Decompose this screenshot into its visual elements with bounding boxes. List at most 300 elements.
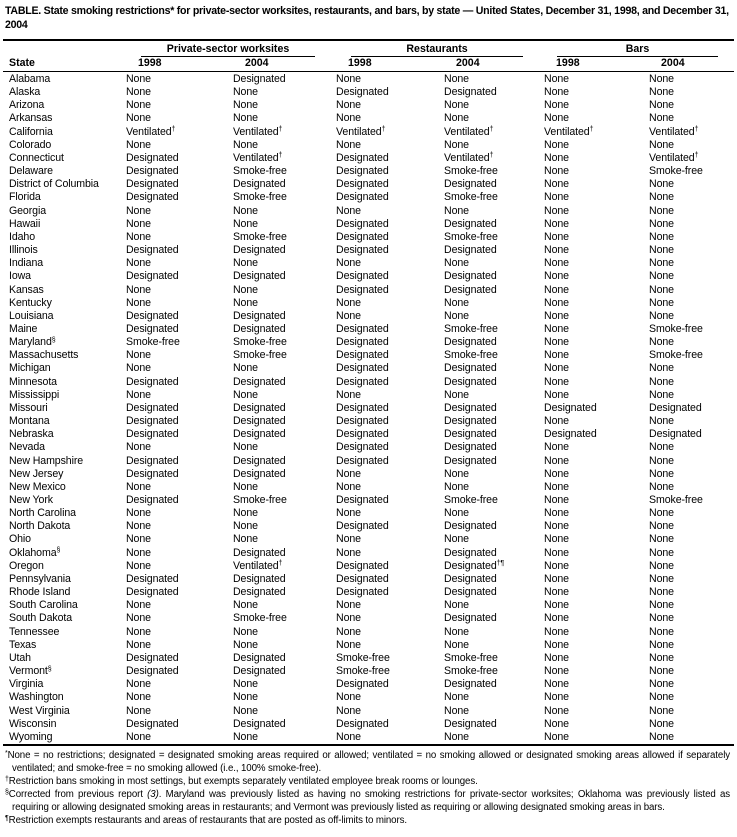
value-cell: None bbox=[544, 230, 569, 243]
value-cell: None bbox=[649, 730, 674, 743]
value-cell: Designated bbox=[444, 586, 497, 599]
value-cell: Designated bbox=[233, 415, 286, 428]
value-cell: Designated bbox=[233, 717, 286, 730]
state-cell: Delaware bbox=[9, 165, 53, 178]
value-cell: None bbox=[444, 507, 469, 520]
value-cell: None bbox=[126, 230, 151, 243]
state-cell: West Virginia bbox=[9, 704, 70, 717]
value-cell: None bbox=[649, 651, 674, 664]
value-cell: None bbox=[126, 559, 151, 572]
state-cell: Indiana bbox=[9, 257, 44, 270]
value-cell: None bbox=[444, 480, 469, 493]
state-cell: Pennsylvania bbox=[9, 572, 71, 585]
group-header-bars-label: Bars bbox=[557, 43, 717, 57]
state-cell: New York bbox=[9, 494, 53, 506]
value-cell: Smoke-free bbox=[233, 336, 287, 349]
value-cell: None bbox=[649, 665, 674, 678]
table-row bbox=[3, 244, 734, 257]
value-cell: None bbox=[233, 257, 258, 270]
value-cell: Smoke-free bbox=[336, 665, 390, 678]
state-cell: Missouri bbox=[9, 401, 48, 414]
value-cell: None bbox=[336, 507, 361, 520]
value-cell: Ventilated† bbox=[233, 151, 283, 164]
table-row bbox=[3, 165, 734, 178]
footnotes bbox=[3, 750, 734, 827]
value-cell: None bbox=[649, 86, 674, 99]
value-cell: None bbox=[444, 296, 469, 309]
state-cell: Illinois bbox=[9, 244, 38, 257]
value-cell: Ventilated† bbox=[444, 151, 494, 164]
group-header-private-worksites-label: Private-sector worksites bbox=[141, 43, 315, 57]
state-cell: Maine bbox=[9, 322, 38, 335]
state-cell: Oklahoma§ bbox=[9, 546, 61, 559]
value-cell: None bbox=[544, 99, 569, 112]
value-cell: None bbox=[649, 388, 674, 401]
value-cell: Smoke-free bbox=[444, 165, 498, 178]
value-cell: Designated bbox=[444, 717, 497, 730]
table-row bbox=[3, 718, 734, 731]
value-cell: Smoke-free bbox=[444, 494, 498, 506]
state-cell: Virginia bbox=[9, 678, 44, 691]
value-cell: None bbox=[444, 204, 469, 217]
table-row bbox=[3, 665, 734, 678]
value-cell: Smoke-free bbox=[233, 230, 287, 243]
value-cell: None bbox=[233, 296, 258, 309]
value-cell: None bbox=[649, 73, 674, 85]
value-cell: None bbox=[126, 138, 151, 151]
state-cell: Montana bbox=[9, 415, 50, 428]
state-cell: Minnesota bbox=[9, 375, 57, 388]
value-cell: None bbox=[649, 678, 674, 691]
value-cell: None bbox=[649, 257, 674, 270]
value-cell: None bbox=[336, 704, 361, 717]
value-cell: None bbox=[544, 375, 569, 388]
table-row bbox=[3, 415, 734, 428]
value-cell: Smoke-free bbox=[649, 494, 703, 506]
value-cell: None bbox=[233, 138, 258, 151]
value-cell: None bbox=[649, 99, 674, 112]
value-cell: None bbox=[126, 99, 151, 112]
state-cell: Arkansas bbox=[9, 112, 53, 125]
value-cell: None bbox=[336, 309, 361, 322]
value-cell: None bbox=[126, 441, 151, 454]
value-cell: None bbox=[233, 388, 258, 401]
group-header-row bbox=[3, 40, 734, 57]
value-cell: Designated bbox=[336, 586, 389, 599]
value-cell: None bbox=[233, 533, 258, 546]
value-cell: None bbox=[126, 86, 151, 99]
value-cell: Designated bbox=[233, 428, 286, 441]
state-cell: Oregon bbox=[9, 559, 44, 572]
value-cell: None bbox=[544, 507, 569, 520]
value-cell: Designated bbox=[233, 322, 286, 335]
value-cell: Designated bbox=[544, 401, 597, 414]
value-cell: None bbox=[233, 678, 258, 691]
value-cell: Designated bbox=[336, 559, 389, 572]
value-cell: Designated bbox=[233, 467, 286, 480]
state-cell: Tennessee bbox=[9, 625, 60, 638]
value-cell: Designated bbox=[126, 322, 179, 335]
value-cell: None bbox=[544, 112, 569, 125]
value-cell: Designated bbox=[336, 441, 389, 454]
value-cell: None bbox=[544, 138, 569, 151]
value-cell: None bbox=[126, 283, 151, 296]
value-cell: Designated bbox=[233, 586, 286, 599]
value-cell: None bbox=[336, 138, 361, 151]
value-cell: None bbox=[649, 704, 674, 717]
value-cell: Designated bbox=[336, 322, 389, 335]
value-cell: None bbox=[233, 730, 258, 743]
state-cell: Rhode Island bbox=[9, 586, 71, 599]
value-cell: None bbox=[544, 165, 569, 178]
value-cell: Designated bbox=[126, 494, 179, 506]
value-cell: None bbox=[336, 112, 361, 125]
value-cell: None bbox=[444, 599, 469, 612]
state-cell: South Carolina bbox=[9, 599, 78, 612]
table-row bbox=[3, 72, 734, 87]
table-row bbox=[3, 639, 734, 652]
column-header-private-1998: 1998 bbox=[123, 57, 230, 72]
value-cell: None bbox=[444, 691, 469, 704]
value-cell: None bbox=[649, 244, 674, 257]
table-row bbox=[3, 218, 734, 231]
state-cell: Connecticut bbox=[9, 151, 64, 164]
value-cell: Designated bbox=[649, 428, 702, 441]
value-cell: None bbox=[544, 665, 569, 678]
value-cell: None bbox=[336, 638, 361, 651]
state-cell: Arizona bbox=[9, 99, 45, 112]
value-cell: None bbox=[233, 283, 258, 296]
value-cell: None bbox=[444, 309, 469, 322]
value-cell: None bbox=[544, 546, 569, 559]
value-cell: Designated bbox=[336, 454, 389, 467]
value-cell: Designated bbox=[126, 178, 179, 191]
value-cell: None bbox=[336, 204, 361, 217]
group-header-spacer bbox=[3, 40, 123, 57]
value-cell: None bbox=[336, 257, 361, 270]
value-cell: Designated bbox=[336, 151, 389, 164]
table-row bbox=[3, 99, 734, 112]
value-cell: None bbox=[126, 349, 151, 362]
value-cell: Smoke-free bbox=[444, 349, 498, 362]
value-cell: Smoke-free bbox=[649, 322, 703, 335]
value-cell: None bbox=[336, 691, 361, 704]
table-header bbox=[3, 40, 734, 72]
value-cell: Designated bbox=[126, 191, 179, 204]
table-row bbox=[3, 507, 734, 520]
value-cell: Designated bbox=[444, 375, 497, 388]
value-cell: None bbox=[544, 191, 569, 204]
value-cell: None bbox=[544, 388, 569, 401]
value-cell: Smoke-free bbox=[233, 349, 287, 362]
table-row bbox=[3, 191, 734, 204]
state-cell: Washington bbox=[9, 691, 64, 704]
state-cell: Idaho bbox=[9, 230, 36, 243]
value-cell: None bbox=[544, 717, 569, 730]
value-cell: None bbox=[544, 638, 569, 651]
value-cell: Designated bbox=[126, 651, 179, 664]
value-cell: Designated bbox=[336, 244, 389, 257]
table-row bbox=[3, 652, 734, 665]
value-cell: Designated bbox=[126, 467, 179, 480]
value-cell: None bbox=[649, 454, 674, 467]
value-cell: None bbox=[544, 520, 569, 533]
value-cell: Designated bbox=[444, 178, 497, 191]
value-cell: None bbox=[233, 691, 258, 704]
value-cell: Designated bbox=[336, 678, 389, 691]
value-cell: Designated bbox=[126, 375, 179, 388]
group-header-restaurants-label: Restaurants bbox=[351, 43, 524, 57]
value-cell: Smoke-free bbox=[444, 665, 498, 678]
table-row bbox=[3, 362, 734, 375]
state-cell: Texas bbox=[9, 638, 37, 651]
footnote-marker: ¶ bbox=[5, 814, 9, 822]
table-title: TABLE. State smoking restrictions* for private-sector worksites, restaurants, and bars, by state — United States, December 31, 1998, and December 31, 2004 bbox=[5, 5, 729, 31]
value-cell: Smoke-free bbox=[444, 651, 498, 664]
value-cell: None bbox=[126, 296, 151, 309]
state-cell: North Carolina bbox=[9, 507, 76, 520]
value-cell: None bbox=[649, 230, 674, 243]
value-cell: Designated bbox=[444, 441, 497, 454]
value-cell: None bbox=[126, 612, 151, 625]
value-cell: Designated bbox=[233, 546, 286, 559]
value-cell: None bbox=[444, 467, 469, 480]
state-cell: Ohio bbox=[9, 533, 31, 546]
table-row bbox=[3, 152, 734, 165]
value-cell: Designated bbox=[233, 375, 286, 388]
value-cell: None bbox=[444, 730, 469, 743]
state-cell: South Dakota bbox=[9, 612, 72, 625]
value-cell: Designated†¶ bbox=[444, 559, 505, 572]
value-cell: None bbox=[336, 480, 361, 493]
table-row bbox=[3, 231, 734, 244]
value-cell: Ventilated† bbox=[336, 125, 386, 138]
value-cell: Designated bbox=[233, 309, 286, 322]
value-cell: None bbox=[544, 625, 569, 638]
table-row bbox=[3, 257, 734, 270]
value-cell: Designated bbox=[233, 178, 286, 191]
table-row bbox=[3, 691, 734, 704]
value-cell: Ventilated† bbox=[544, 125, 594, 138]
value-cell: Designated bbox=[336, 230, 389, 243]
value-cell: None bbox=[649, 178, 674, 191]
value-cell: None bbox=[233, 112, 258, 125]
group-header-restaurants bbox=[333, 40, 541, 57]
value-cell: Designated bbox=[649, 401, 702, 414]
value-cell: Designated bbox=[444, 86, 497, 99]
value-cell: Smoke-free bbox=[336, 651, 390, 664]
value-cell: None bbox=[126, 546, 151, 559]
value-cell: None bbox=[544, 151, 569, 164]
value-cell: Designated bbox=[444, 572, 497, 585]
column-header-restaurants-1998: 1998 bbox=[333, 57, 441, 72]
value-cell: None bbox=[649, 270, 674, 283]
value-cell: Designated bbox=[336, 428, 389, 441]
value-cell: Designated bbox=[444, 401, 497, 414]
state-cell: Hawaii bbox=[9, 217, 41, 230]
value-cell: Designated bbox=[544, 428, 597, 441]
value-cell: None bbox=[649, 717, 674, 730]
state-cell: Alaska bbox=[9, 86, 41, 99]
value-cell: Designated bbox=[336, 415, 389, 428]
state-cell: Mississippi bbox=[9, 388, 60, 401]
value-cell: Designated bbox=[444, 546, 497, 559]
state-cell: Nebraska bbox=[9, 428, 54, 441]
value-cell: None bbox=[444, 112, 469, 125]
value-cell: Ventilated† bbox=[233, 559, 283, 572]
value-cell: Designated bbox=[444, 217, 497, 230]
value-cell: None bbox=[649, 638, 674, 651]
value-cell: Designated bbox=[444, 454, 497, 467]
value-cell: None bbox=[544, 533, 569, 546]
state-cell: Michigan bbox=[9, 362, 51, 375]
table-row bbox=[3, 455, 734, 468]
table-row bbox=[3, 586, 734, 599]
table-row bbox=[3, 349, 734, 362]
table-row bbox=[3, 126, 734, 139]
state-cell: New Jersey bbox=[9, 467, 64, 480]
value-cell: None bbox=[544, 283, 569, 296]
value-cell: None bbox=[544, 270, 569, 283]
value-cell: None bbox=[649, 375, 674, 388]
value-cell: None bbox=[126, 730, 151, 743]
value-cell: Ventilated† bbox=[444, 125, 494, 138]
value-cell: None bbox=[649, 586, 674, 599]
value-cell: Designated bbox=[336, 362, 389, 375]
value-cell: None bbox=[544, 704, 569, 717]
value-cell: None bbox=[126, 625, 151, 638]
table-row bbox=[3, 205, 734, 218]
value-cell: None bbox=[444, 138, 469, 151]
year-header-row bbox=[3, 57, 734, 72]
table-row bbox=[3, 705, 734, 718]
value-cell: Designated bbox=[126, 415, 179, 428]
column-header-private-2004: 2004 bbox=[230, 57, 333, 72]
value-cell: Designated bbox=[126, 309, 179, 322]
value-cell: Designated bbox=[336, 349, 389, 362]
table-body bbox=[3, 72, 734, 745]
value-cell: Designated bbox=[444, 678, 497, 691]
value-cell: None bbox=[544, 494, 569, 506]
value-cell: Designated bbox=[233, 401, 286, 414]
table-row bbox=[3, 612, 734, 625]
value-cell: Designated bbox=[444, 612, 497, 625]
column-header-state: State bbox=[3, 57, 123, 72]
value-cell: None bbox=[233, 362, 258, 375]
table-row bbox=[3, 560, 734, 573]
footnote-marker: * bbox=[5, 749, 8, 757]
value-cell: Designated bbox=[126, 454, 179, 467]
value-cell: None bbox=[126, 112, 151, 125]
value-cell: Designated bbox=[444, 283, 497, 296]
group-header-bars bbox=[541, 40, 734, 57]
value-cell: Designated bbox=[126, 586, 179, 599]
value-cell: Designated bbox=[126, 401, 179, 414]
value-cell: Ventilated† bbox=[649, 151, 699, 164]
footnote: ¶Restriction exempts restaurants and areas of restaurants that are posted as off-limits to minors. bbox=[5, 814, 407, 826]
value-cell: None bbox=[336, 73, 361, 85]
footnote: §Corrected from previous report (3). Maryland was previously listed as having no smoking restrictions for private-sector worksites; Oklahoma was previously listed as requiring or allowing designated smoking areas in restaurants; and Vermont was previously listed as requiring or allowing designated smoking areas in bars. bbox=[5, 788, 730, 813]
value-cell: None bbox=[126, 217, 151, 230]
state-cell: Louisiana bbox=[9, 309, 54, 322]
table-row bbox=[3, 626, 734, 639]
value-cell: Designated bbox=[444, 270, 497, 283]
value-cell: None bbox=[444, 638, 469, 651]
column-header-restaurants-2004: 2004 bbox=[441, 57, 541, 72]
value-cell: None bbox=[649, 480, 674, 493]
value-cell: None bbox=[544, 480, 569, 493]
table-row bbox=[3, 468, 734, 481]
value-cell: None bbox=[444, 388, 469, 401]
value-cell: None bbox=[126, 599, 151, 612]
state-cell: Colorado bbox=[9, 138, 52, 151]
value-cell: Designated bbox=[126, 165, 179, 178]
value-cell: None bbox=[444, 625, 469, 638]
value-cell: None bbox=[544, 730, 569, 743]
value-cell: None bbox=[544, 257, 569, 270]
state-cell: District of Columbia bbox=[9, 178, 99, 191]
value-cell: None bbox=[649, 546, 674, 559]
value-cell: Designated bbox=[336, 401, 389, 414]
value-cell: None bbox=[544, 217, 569, 230]
value-cell: None bbox=[233, 638, 258, 651]
table-row bbox=[3, 599, 734, 612]
value-cell: None bbox=[126, 691, 151, 704]
value-cell: Smoke-free bbox=[233, 612, 287, 625]
value-cell: Designated bbox=[444, 415, 497, 428]
value-cell: None bbox=[544, 599, 569, 612]
value-cell: Ventilated† bbox=[649, 125, 699, 138]
value-cell: None bbox=[544, 309, 569, 322]
value-cell: None bbox=[126, 507, 151, 520]
value-cell: None bbox=[336, 296, 361, 309]
value-cell: Designated bbox=[126, 717, 179, 730]
value-cell: None bbox=[126, 204, 151, 217]
value-cell: Designated bbox=[336, 572, 389, 585]
table-row bbox=[3, 310, 734, 323]
value-cell: Smoke-free bbox=[233, 494, 287, 506]
value-cell: None bbox=[336, 99, 361, 112]
value-cell: None bbox=[233, 507, 258, 520]
value-cell: Designated bbox=[126, 428, 179, 441]
value-cell: None bbox=[649, 415, 674, 428]
state-cell: Kentucky bbox=[9, 296, 52, 309]
value-cell: Designated bbox=[233, 244, 286, 257]
state-cell: Wyoming bbox=[9, 730, 53, 743]
table-row bbox=[3, 139, 734, 152]
value-cell: None bbox=[126, 678, 151, 691]
table-row bbox=[3, 494, 734, 507]
value-cell: None bbox=[649, 520, 674, 533]
table-row bbox=[3, 533, 734, 546]
value-cell: None bbox=[544, 586, 569, 599]
value-cell: Designated bbox=[233, 572, 286, 585]
value-cell: None bbox=[649, 441, 674, 454]
value-cell: Designated bbox=[336, 217, 389, 230]
value-cell: Designated bbox=[336, 336, 389, 349]
group-header-private-worksites bbox=[123, 40, 333, 57]
state-cell: Massachusetts bbox=[9, 349, 79, 362]
state-cell: North Dakota bbox=[9, 520, 71, 533]
value-cell: None bbox=[544, 454, 569, 467]
table-row bbox=[3, 573, 734, 586]
value-cell: None bbox=[649, 283, 674, 296]
value-cell: None bbox=[544, 204, 569, 217]
value-cell: Designated bbox=[336, 375, 389, 388]
value-cell: None bbox=[444, 257, 469, 270]
table-row bbox=[3, 481, 734, 494]
value-cell: None bbox=[544, 467, 569, 480]
